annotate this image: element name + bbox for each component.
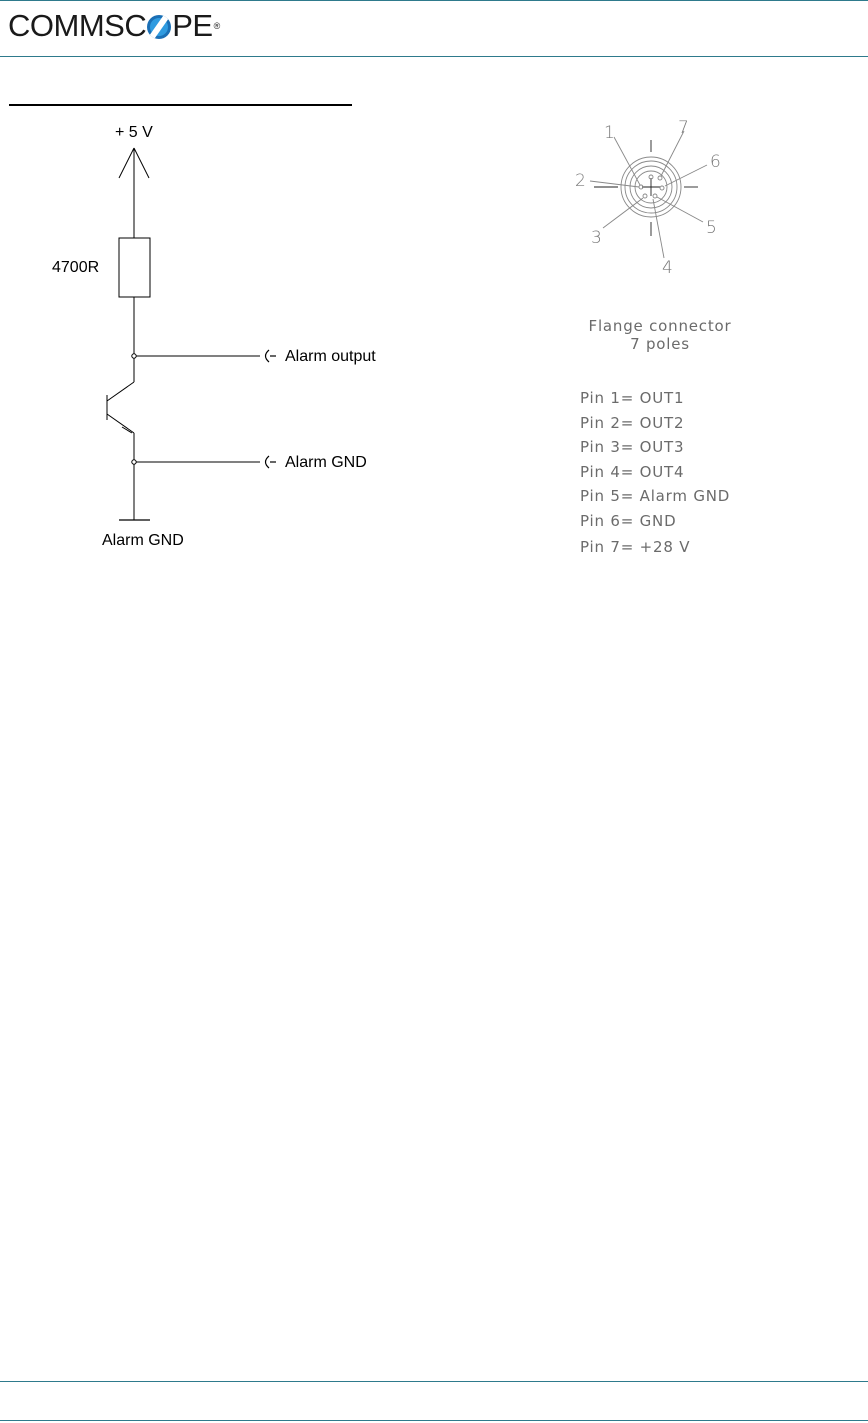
gnd-node: [132, 460, 136, 464]
pin-assignment-item: Pin 1= OUT1: [580, 389, 685, 407]
ground-label: Alarm GND: [102, 532, 184, 549]
pin-assignment-item: Pin 7= +28 V: [580, 538, 691, 556]
alarm-gnd-terminal-label: Alarm GND: [285, 454, 367, 471]
pin-number-2: 2: [575, 171, 586, 191]
pin-assignment-list: [580, 386, 730, 560]
logo-registered-mark: ®: [213, 21, 220, 31]
pin-assignment-item: Pin 2= OUT2: [580, 413, 685, 432]
output-terminal-icon: [266, 350, 277, 362]
pin-number-4: 4: [662, 258, 673, 278]
pin-assignment-item: Pin 4= OUT4: [580, 462, 685, 481]
alarm-output-label: Alarm output: [285, 348, 376, 365]
connector-title: [560, 317, 760, 353]
supply-arrow-icon: [119, 148, 149, 238]
output-node: [132, 354, 136, 358]
pin-number-6: 6: [710, 152, 721, 172]
supply-label: + 5 V: [115, 124, 153, 141]
gnd-terminal-icon: [266, 456, 277, 468]
connector-title-line1: Flange connector: [588, 317, 732, 335]
connector-title-line2: 7 poles: [630, 335, 690, 353]
pin-assignment-item: Pin 3= OUT3: [580, 438, 685, 456]
flange-connector-drawing: [590, 131, 707, 258]
logo-text-right: PE: [172, 8, 213, 43]
footer-rule-top: [0, 1381, 868, 1382]
resistor-symbol: [119, 238, 150, 297]
pin-number-5: 5: [706, 218, 717, 238]
transistor-symbol: [107, 382, 134, 520]
pin-assignment-item: Pin 6= GND: [580, 511, 677, 530]
pin-number-3: 3: [591, 228, 602, 248]
logo-text-left: COMMSC: [8, 8, 147, 43]
footer-rule-bottom: [0, 1420, 868, 1421]
pin-number-1: 1: [604, 123, 615, 143]
pin-number-7: 7: [678, 118, 689, 138]
resistor-label: 4700R: [52, 259, 100, 276]
pin-assignment-item: Pin 5= Alarm GND: [580, 487, 731, 505]
